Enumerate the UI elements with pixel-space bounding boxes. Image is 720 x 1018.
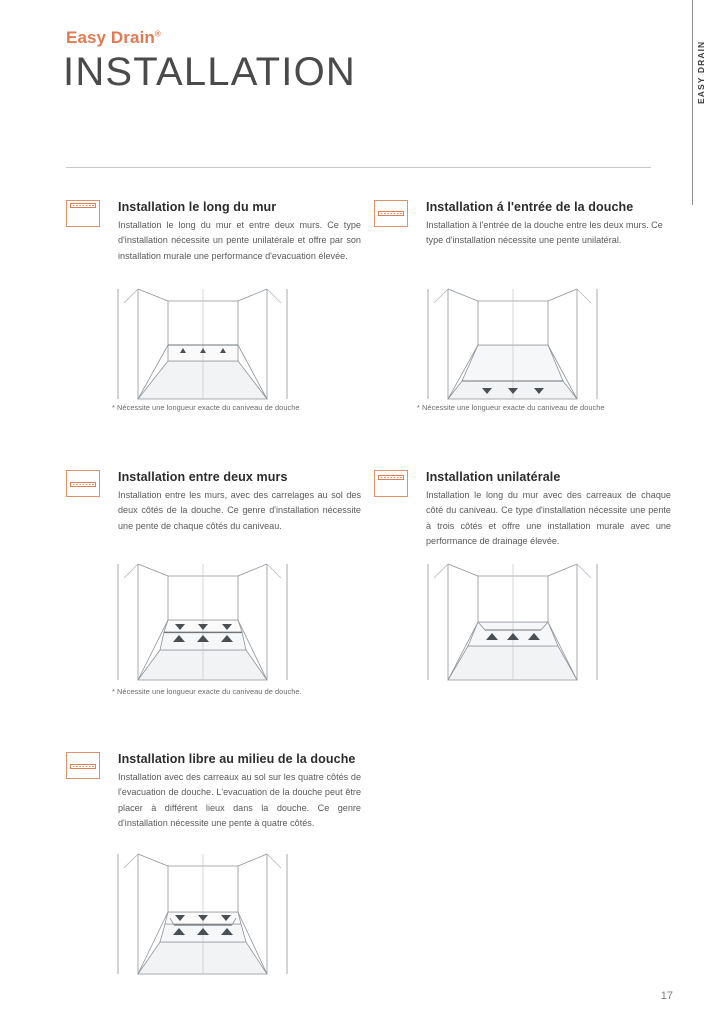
diagram-libre-au-milieu xyxy=(110,848,295,978)
side-tab-label: EASY DRAIN xyxy=(696,40,706,104)
drain-channel-upper-icon xyxy=(374,470,408,497)
footnote-le-long-du-mur: * Nécessite une longueur exacte du caniveau de douche xyxy=(112,403,300,412)
footnote-entree-de-la-douche: * Nécessite une longueur exacte du caniveau de douche xyxy=(417,403,605,412)
side-tab-divider xyxy=(692,0,693,205)
page-title: INSTALLATION xyxy=(63,50,356,94)
section-title: Installation unilatérale xyxy=(426,470,561,484)
section-title: Installation le long du mur xyxy=(118,200,277,214)
diagram-le-long-du-mur xyxy=(110,283,295,403)
footnote-entre-deux-murs: * Nécessite une longueur exacte du caniveau de douche. xyxy=(112,687,302,696)
brand-logo xyxy=(66,28,161,48)
side-tab xyxy=(692,0,720,205)
section-body: Installation le long du mur avec des carreaux de chaque côté du caniveau. Ce type d'installation nécessite une pente à trois côtés et offre une installation murale avec une performance de drainage élevée. xyxy=(426,490,671,546)
section-body: Installation entre les murs, avec des carrelages au sol des deux côtés de la douche. Ce genre d'installation nécessite une pente de chaque côtés du caniveau. xyxy=(118,490,361,531)
section-body: Installation avec des carreaux au sol sur les quatre côtés de l'evacuation de douche. L'evacuation de la douche peut être placer à différent lieux dans la douche. Ce genre d'installation nécessite une pente à quatre côtés. xyxy=(118,772,361,828)
diagram-entre-deux-murs xyxy=(110,558,295,684)
drain-channel-top-icon xyxy=(66,200,100,227)
brand-name: Easy Drain xyxy=(66,28,155,47)
section-title: Installation libre au milieu de la douche xyxy=(118,752,356,766)
section-body: Installation le long du mur et entre deux murs. Ce type d'installation nécessite un pente unilatérale et offre par son installation murale une performance d'evacuation élevée. xyxy=(118,220,361,261)
drain-channel-middle-icon xyxy=(374,200,408,227)
section-body: Installation à l'entrée de la douche entre les deux murs. Ce type d'installation nécessite une pente unilatéral. xyxy=(426,220,663,246)
diagram-unilaterale xyxy=(420,558,605,684)
section-title: Installation entre deux murs xyxy=(118,470,288,484)
header-divider xyxy=(66,167,651,168)
diagram-entree-de-la-douche xyxy=(420,283,605,403)
drain-channel-free-icon xyxy=(66,752,100,779)
section-title: Installation á l'entrée de la douche xyxy=(426,200,634,214)
drain-channel-center-icon xyxy=(66,470,100,497)
registered-mark: ® xyxy=(154,29,161,39)
page-number: 17 xyxy=(660,990,673,1002)
